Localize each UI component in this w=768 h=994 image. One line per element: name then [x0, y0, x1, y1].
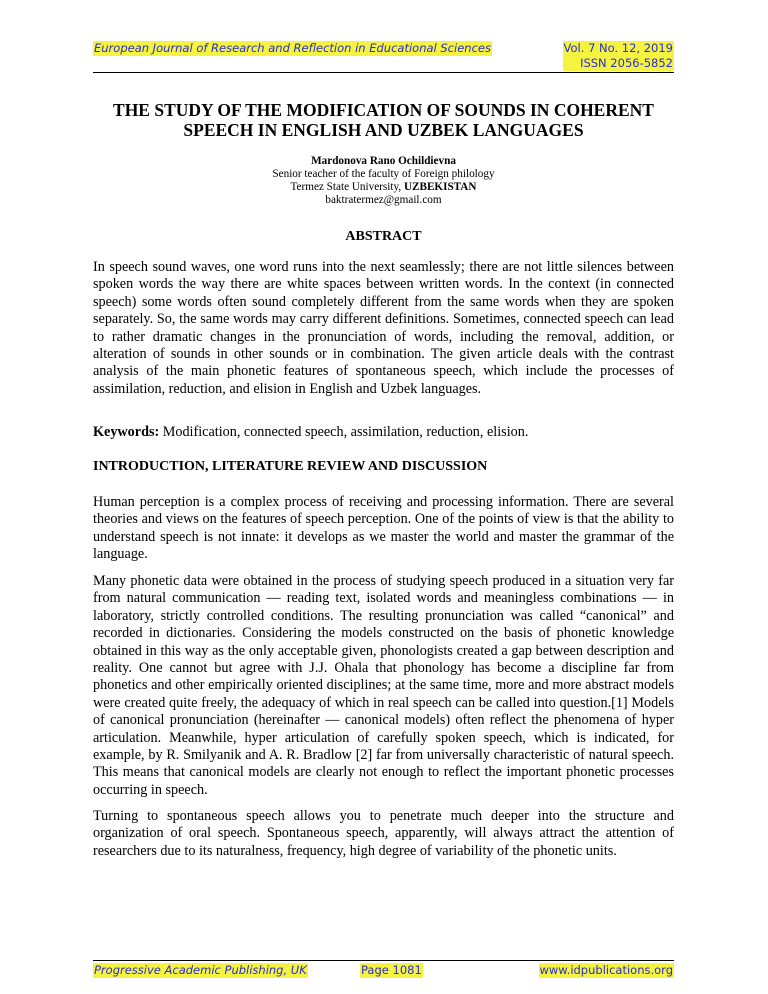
header-rule — [93, 72, 674, 73]
volume-label: Vol. 7 No. 12, 2019 — [563, 41, 673, 55]
keywords-label: Keywords: — [93, 424, 160, 440]
author-affiliation — [93, 181, 674, 194]
issn-label: ISSN 2056-5852 — [563, 56, 674, 71]
page-number: Page 1081 — [361, 963, 422, 977]
volume-issn — [563, 41, 674, 71]
footer-rule — [93, 960, 674, 961]
affiliation-text: Termez State University, — [290, 181, 404, 193]
author-block — [93, 155, 674, 207]
intro-paragraph-3: Turning to spontaneous speech allows you to penetrate much deeper into the structure and organization of oral speech. Spontaneous speech, apparently, will always attract the attention of researchers due to its naturalness, frequency, high degree of variability of the phonetic units. — [93, 808, 674, 859]
affiliation-country: UZBEKISTAN — [403, 181, 477, 193]
author-name: Mardonova Rano Ochildievna — [311, 155, 456, 167]
abstract-text: In speech sound waves, one word runs into the next seamlessly; there are not little silences between spoken words the way there are white spaces between written words. In the context (in connected speech) some words often sound completely different from the same words when they are spoken separately. So, the same words may carry different definitions. Sometimes, connected speech can lead to rather dramatic changes in the pronunciation of words, including the removal, addition, or alteration of sounds in other sounds or in combination. The given article deals with the contrast analysis of the main phonetic features of spontaneous speech, which include the processes of assimilation, reduction, and elision in English and Uzbek languages. — [93, 259, 674, 397]
author-email: baktratermez@gmail.com — [325, 194, 442, 206]
paper-title: THE STUDY OF THE MODIFICATION OF SOUNDS IN COHERENT SPEECH IN ENGLISH AND UZBEK LANGUAGES — [113, 100, 654, 140]
website-link[interactable]: www.idpublications.org — [539, 963, 673, 977]
section-heading: INTRODUCTION, LITERATURE REVIEW AND DISCUSSION — [93, 459, 488, 474]
keywords-line — [93, 424, 674, 441]
intro-paragraph-2: Many phonetic data were obtained in the process of studying speech produced in a situation very far from natural communication — reading text, isolated words and meaningless combinations — in laboratory, strictly controlled conditions. The resulting pronunciation was called “canonical” and recorded in dictionaries. Considering the models constructed on the basis of phonetic knowledge obtained in this way as the only acceptable given, phonologists created a gap between description and reality. One cannot but agree with J.J. Ohala that phonology has become a discipline far from phonetics and other empirically oriented disciplines; at the same time, more and more abstract models were created quite freely, the adequacy of which in real speech can be called into question.[1] Models of canonical pronunciation (hereinafter — canonical models) often reflect the phenomena of hyper articulation. Meanwhile, hyper articulation of carefully spoken speech, which is indicated, for example, by R. Smilyanik and A. R. Bradlow [2] far from universally characteristic of natural speech. This means that canonical models are clearly not enough to reflect the important phonetic processes occurring in speech. — [93, 573, 674, 798]
intro-paragraph-1: Human perception is a complex process of receiving and processing information. There are several theories and views on the features of speech perception. One of the points of view is that the ability to understand speech is not innate: it develops as we master the world and master the grammar of the language. — [93, 494, 674, 563]
publisher-name: Progressive Academic Publishing, UK — [94, 963, 307, 977]
abstract-heading: ABSTRACT — [345, 229, 422, 244]
journal-name: European Journal of Research and Reflection in Educational Sciences — [94, 41, 491, 55]
keywords-text: Modification, connected speech, assimilation, reduction, elision. — [159, 424, 529, 440]
author-position: Senior teacher of the faculty of Foreign philology — [272, 168, 495, 180]
